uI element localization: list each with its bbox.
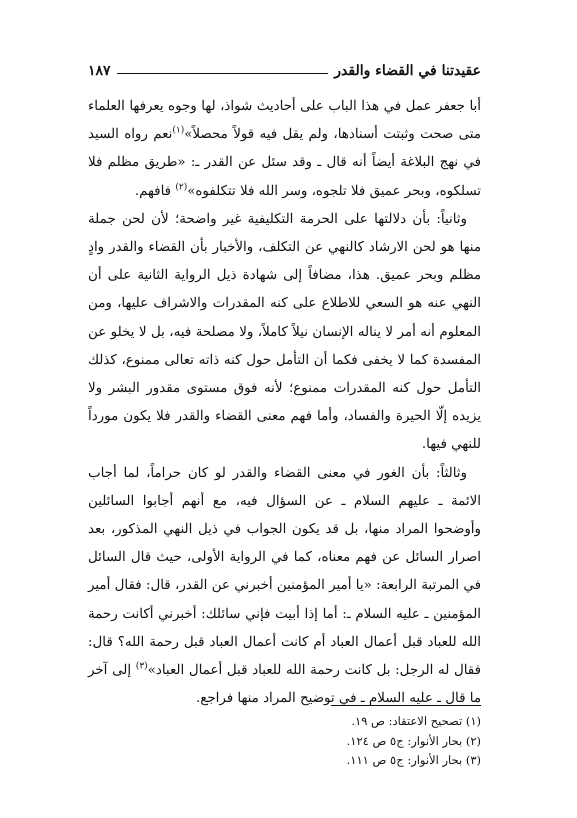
footnote-1: (١) تصحيح الاعتقاد: ص ١٩. — [351, 714, 481, 728]
paragraph-1-text-c: فافهم. — [134, 183, 176, 199]
footnotes — [88, 712, 481, 771]
paragraph-3-text-b: إلى آخر ما قال ـ عليه السلام ـ في توضيح المراد منها فراجع. — [88, 663, 481, 707]
header-rule — [117, 73, 329, 74]
page-number: ١٨٧ — [88, 63, 111, 79]
paragraph-3-text-a: وثالثاً: بأن الغور في معنى القضاء والقدر لو كان حراماً، لما أجاب الائمة ـ عليهم السلام ـ عن السؤال فيه، مع أنهم أجابوا السائلين وأوضحوا المراد منها، بل قد يكون الجواب في ذيل النهي المذكور، بعد اصرار السائل عن فهم معناه، كما في الرواية الأولى، حيث قال السائل في المرتبة الرابعة: «يا أمير المؤمنين أخبرني عن القدر، قال: فقال أمير المؤمنين ـ عليه السلام ـ: أما إذا أبيت فإني سائلك: أخبرني أكانت رحمة الله للعباد قبل أعمال العباد أم كانت أعمال العباد قبل رحمة الله؟ قال: فقال له الرجل: بل كانت رحمة الله للعباد قبل أعمال العباد» — [88, 465, 481, 679]
running-header-title: عقيدتنا في القضاء والقدر — [334, 63, 481, 79]
paragraph-1-text-b: نعم رواه السيد في نهج البلاغة أيضاً أنه قال ـ وقد سئل عن القدر ـ: «طريق مظلم فلا تسلكوه، وبحر عميق فلا تلجوه، وسر الله فلا تتكلفوه» — [88, 127, 481, 199]
footnote-3: (٣) بحار الأنوار: ج٥ ص ١١١. — [346, 753, 481, 767]
footnote-ref-2: (٢) — [175, 182, 188, 193]
running-header — [88, 63, 481, 79]
footnote-ref-1: (١) — [172, 125, 185, 136]
footnote-ref-3: (٣) — [135, 661, 148, 672]
paragraph-2: وثانياً: بأن دلالتها على الحرمة التكليفية غير واضحة؛ لأن لحن جملة منها هو لحن الارشاد كالنهي عن التكلف، والأخبار بأن القضاء والقدر وادٍ مظلم وبحر عميق. هذا، مضافاً إلى شهادة ذيل الرواية الثانية على أن النهي عنه هو السعي للاطلاع على كنه المقدرات والاشراف عليها، ومن المعلوم أنه أمر لا يناله الإنسان نيلاً كاملاً، ولا مصلحة فيه، بل لا يخلو عن المفسدة كما لا يخفى فكما أن التأمل حول كنه ذاته تعالى ممنوع، كذلك التأمل حول كنه المقدرات ممنوع؛ لأنه فوق مستوى مقدور البشر ولا يزيده إلّا الحيرة والفساد، وأما فهم معنى القضاء والقدر فلا يكون مورداً للنهي فيها. — [88, 211, 481, 453]
paragraph-1 — [88, 93, 481, 206]
footnote-separator — [331, 705, 481, 706]
paragraph-3 — [88, 460, 481, 714]
footnote-2: (٢) بحار الأنوار: ج٥ ص ١٢٤. — [346, 733, 481, 748]
main-text — [88, 93, 481, 713]
paragraph-1-text-a: أبا جعفر عمل في هذا الباب على أحاديث شواذ، لها وجوه يعرفها العلماء متى صحت وثبتت أسنادها، ولم يقل فيه قولاً محصلاً» — [88, 99, 481, 143]
